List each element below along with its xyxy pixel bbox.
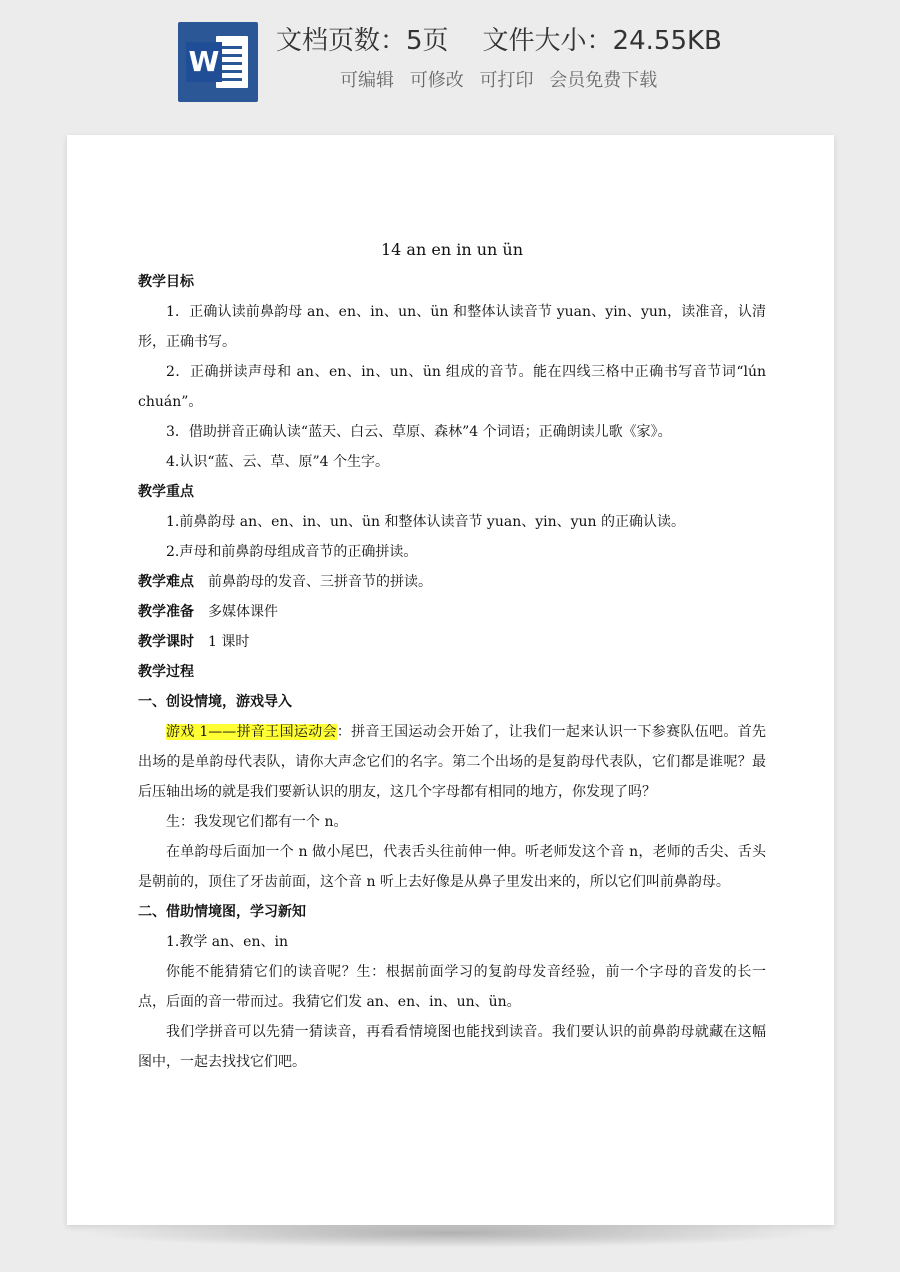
feature-printable: 可打印 (479, 70, 534, 91)
preparation-value: 多媒体课件 (208, 604, 278, 620)
hours-label: 教学课时 (138, 634, 194, 650)
highlighted-game-title: 游戏 1——拼音王国运动会 (166, 724, 337, 740)
objective-item: 1．正确认读前鼻韵母 an、en、in、un、ün 和整体认读音节 yuan、yin、yun，读准音，认清形，正确书写。 (138, 304, 766, 350)
document-info-banner (0, 0, 900, 125)
document-page (67, 135, 834, 1225)
document-title: 14 an en in un ün (380, 240, 524, 259)
section-heading-objectives: 教学目标 (138, 274, 194, 290)
feature-modifiable: 可修改 (409, 70, 464, 91)
document-body (138, 235, 766, 1077)
guess-paragraph: 你能不能猜猜它们的读音呢？生：根据前面学习的复韵母发音经验，前一个字母的音发的长一点，后面的音一带而过。我猜它们发 an、en、in、un、ün。 (138, 964, 766, 1010)
part1-heading: 一、创设情境，游戏导入 (138, 694, 292, 710)
section-heading-process: 教学过程 (138, 664, 194, 680)
document-stats (276, 20, 722, 60)
hours-value: 1 课时 (208, 634, 250, 650)
explanation-paragraph: 在单韵母后面加一个 n 做小尾巴，代表舌头往前伸一伸。听老师发这个音 n，老师的舌尖、舌头是朝前的，顶住了牙齿前面，这个音 n 听上去好像是从鼻子里发出来的，所以它们叫前鼻韵母。 (138, 844, 766, 890)
word-document-icon (178, 22, 258, 102)
objective-item: 2．正确拼读声母和 an、en、in、un、ün 组成的音节。能在四线三格中正确书写音节词“lún chuán”。 (138, 364, 766, 410)
feature-editable: 可编辑 (340, 70, 394, 91)
game-description: ：拼音王国运动会开始了，让我们一起来认识一下参赛队伍吧。首先出场的是单韵母代表队，请你大声念它们的名字。第二个出场的是复韵母代表队，它们都是谁呢？最后压轴出场的就是我们要新认识的朋友，这几个字母都有相同的地方，你发现了吗？ (138, 724, 767, 800)
key-point-item: 2.声母和前鼻韵母组成音节的正确拼读。 (166, 544, 418, 560)
part2-heading: 二、借助情境图，学习新知 (138, 904, 306, 920)
difficulty-value: 前鼻韵母的发音、三拼音节的拼读。 (208, 574, 432, 590)
section-heading-key-points: 教学重点 (138, 484, 194, 500)
preparation-row (138, 597, 766, 627)
difficulty-row (138, 567, 766, 597)
file-size: 文件大小：24.55KB (482, 26, 722, 56)
key-point-item: 1.前鼻韵母 an、en、in、un、ün 和整体认读音节 yuan、yin、yun 的正确认读。 (166, 514, 686, 530)
hours-row (138, 627, 766, 657)
objective-item: 4.认识“蓝、云、草、原”4 个生字。 (166, 454, 390, 470)
page-count: 文档页数：5页 (276, 26, 449, 56)
feature-list (340, 66, 657, 92)
closing-paragraph: 我们学拼音可以先猜一猜读音，再看看情境图也能找到读音。我们要认识的前鼻韵母就藏在这幅图中，一起去找找它们吧。 (138, 1024, 766, 1070)
student-answer: 生：我发现它们都有一个 n。 (166, 814, 348, 830)
word-icon-letter: W (186, 42, 222, 82)
objective-item: 3．借助拼音正确认读“蓝天、白云、草原、森林”4 个词语；正确朗读儿歌《家》。 (166, 424, 672, 440)
feature-member-download: 会员免费下载 (549, 70, 658, 91)
preparation-label: 教学准备 (138, 604, 194, 620)
game-paragraph (138, 717, 766, 807)
teach-subheading: 1.教学 an、en、in (166, 934, 288, 950)
difficulty-label: 教学难点 (138, 574, 194, 590)
